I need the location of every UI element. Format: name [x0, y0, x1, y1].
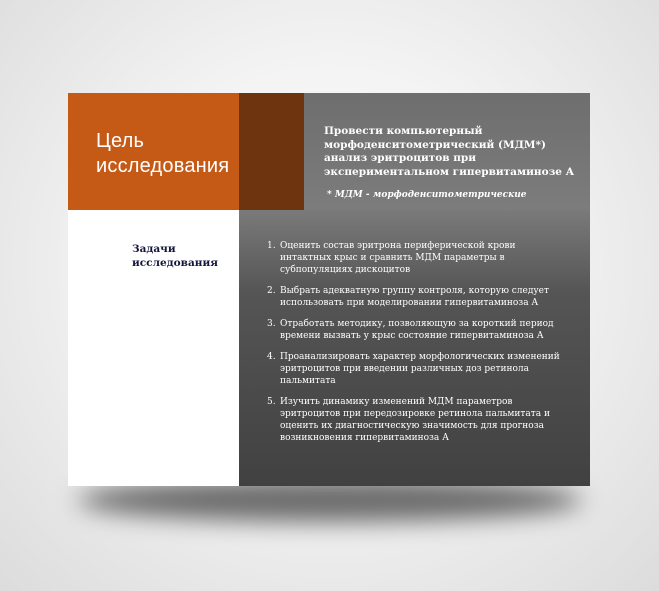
task-item — [267, 240, 567, 276]
task-number: 1. — [267, 241, 276, 251]
task-text: Изучить динамику изменений МДМ параметров эритроцитов при передозировке ретинола пальмитата и оценить их диагностическую значимость для прогноза возникновения гипервитаминоза А — [280, 397, 550, 443]
task-item — [267, 318, 567, 342]
tasks-list — [267, 240, 567, 453]
task-number: 5. — [267, 397, 276, 407]
task-text: Отработать методику, позволяющую за короткий период времени вызвать у крыс состояние гипервитаминоза А — [280, 319, 554, 341]
task-text: Оценить состав эритрона периферической крови интактных крыс и сравнить МДМ параметры в субпопуляциях дискоцитов — [280, 241, 516, 275]
task-item — [267, 285, 567, 309]
title-block — [68, 93, 239, 210]
task-item — [267, 396, 567, 444]
task-number: 4. — [267, 352, 276, 362]
slide-title: Цель исследования — [96, 130, 230, 177]
footnote: * МДМ - морфоденситометрические — [327, 190, 527, 200]
task-text: Проанализировать характер морфологических изменений эритроцитов при введении различных доз ретинола пальмитата — [280, 352, 560, 386]
accent-block — [239, 93, 304, 210]
tasks-heading: Задачи исследования — [132, 243, 218, 269]
task-number: 2. — [267, 286, 276, 296]
task-item — [267, 351, 567, 387]
research-goal-text: Провести компьютерный морфоденситометрический (МДМ*) анализ эритроцитов при экспериментальном гипервитаминозе А — [324, 125, 575, 178]
task-text: Выбрать адекватную группу контроля, которую следует использовать при моделировании гипервитаминоза А — [280, 286, 549, 308]
slide — [68, 93, 590, 486]
task-number: 3. — [267, 319, 276, 329]
